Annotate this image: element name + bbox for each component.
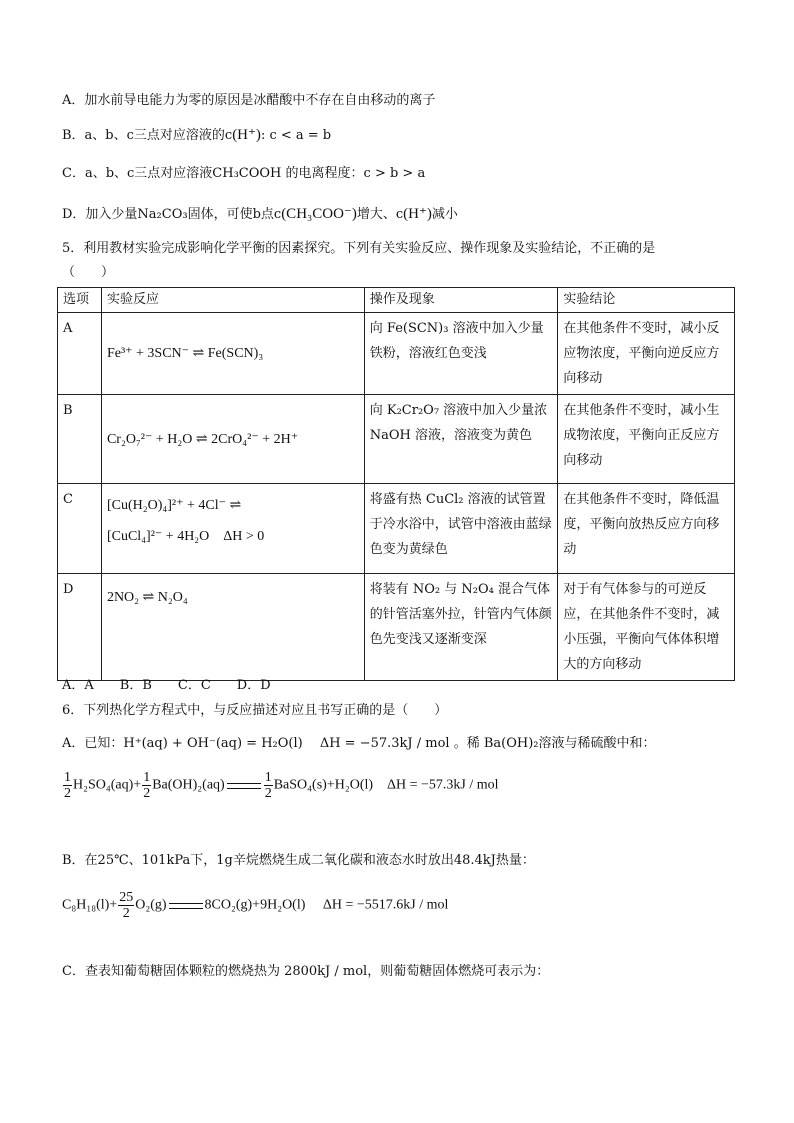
equals-bar (169, 903, 203, 909)
row-operation: 向 Fe(SCN)₃ 溶液中加入少量铁粉，溶液红色变浅 (364, 313, 558, 395)
table-row (58, 313, 735, 395)
row-conclusion: 在其他条件不变时，降低温度，平衡向放热反应方向移动 (558, 484, 735, 574)
equation-term: H₂SO₄(aq)+ (73, 777, 142, 793)
row-reaction (101, 395, 364, 484)
question-5-bracket: （ ） (62, 265, 115, 280)
option-b-relation: : c < a = b (260, 128, 332, 143)
fraction: $\frac{1}{2}$ (143, 770, 151, 801)
fraction: $\frac{1}{2}$ (64, 770, 71, 801)
row-reaction (101, 574, 364, 681)
option-c: C．a、b、c三点对应溶液CH₃COOH 的电离程度：c > b > a (62, 166, 426, 181)
row-reaction (101, 313, 364, 395)
option-b (62, 126, 331, 145)
table-row (58, 395, 735, 484)
option-d-ion-acetate: (CH₃COO⁻) (281, 206, 357, 222)
row-operation: 将盛有热 CuCl₂ 溶液的试管置于冷水浴中，试管中溶液由蓝绿色变为黄绿色 (364, 484, 558, 574)
row-conclusion: 在其他条件不变时，减小生成物浓度，平衡向正反应方向移动 (558, 395, 735, 484)
reaction-equation: Fe³⁺ + 3SCN⁻ ⇌ Fe(SCN)₃ (106, 346, 264, 361)
header-reaction: 实验反应 (101, 288, 364, 313)
fraction: $\frac{1}{2}$ (264, 770, 272, 801)
row-label: C (58, 484, 102, 574)
equals-bar (227, 783, 261, 789)
row-label: A (58, 313, 102, 395)
question-6-option-c: C．查表知葡萄糖固体颗粒的燃烧热为 2800kJ / mol，则葡萄糖固体燃烧可表示为： (62, 964, 550, 979)
option-b-ion: (H⁺) (232, 127, 261, 143)
option-b-prefix: B．a、b、c三点对应溶液的c (62, 128, 233, 143)
question-6-stem: 6．下列热化学方程式中，与反应描述对应且书写正确的是（ ） (62, 703, 448, 718)
option-d-middle: 增大、c (356, 207, 404, 222)
equation-term: BaSO₄(s)+H₂O(l) ΔH = −57.3kJ / mol (273, 777, 499, 793)
equation-term: C₈H₁₈(l)+ (62, 897, 118, 913)
row-label: D (58, 574, 102, 681)
option-a: A．加水前导电能力为零的原因是冰醋酸中不存在自由移动的离子 (62, 93, 436, 108)
reaction-equation: Cr₂O₇²⁻ + H₂O ⇌ 2CrO₄²⁻ + 2H⁺ (106, 431, 299, 447)
question-6-option-a: A．已知：H⁺(aq) + OH⁻(aq) = H₂O(l) ΔH = −57.3kJ / mol 。稀 Ba(OH)₂溶液与稀硫酸中和： (62, 736, 656, 751)
reaction-equation-line1: [Cu(H₂O)₄]²⁺ + 4Cl⁻ ⇌ (106, 498, 242, 513)
header-conclusion: 实验结论 (558, 288, 735, 313)
header-operation: 操作及现象 (364, 288, 558, 313)
option-d-prefix: D．加入少量Na₂CO₃固体，可使b点c (62, 207, 282, 222)
row-operation: 将装有 NO₂ 与 N₂O₄ 混合气体的针管活塞外拉，针管内气体颜色先变浅又逐渐变深 (364, 574, 558, 681)
question-6-option-b: B．在25℃、101kPa下，1g辛烷燃烧生成二氧化碳和液态水时放出48.4kJ热量： (62, 853, 535, 868)
equation-term: O₂(g) (135, 897, 167, 913)
table-row (58, 574, 735, 681)
reaction-equation-line2: [CuCl₄]²⁻ + 4H₂O ΔH > 0 (106, 529, 265, 544)
row-label: B (58, 395, 102, 484)
reaction-equation: 2NO₂ ⇌ N₂O₄ (106, 590, 188, 605)
row-reaction (101, 484, 364, 574)
question-5-choices: A．A B．B C．C D．D (62, 678, 271, 693)
option-d-suffix: 减小 (431, 207, 458, 222)
header-option: 选项 (58, 288, 102, 313)
row-conclusion: 对于有气体参与的可逆反应，在其他条件不变时，减小压强，平衡向气体体积增大的方向移动 (558, 574, 735, 681)
table-row (58, 484, 735, 574)
question-5-stem: 5．利用教材实验完成影响化学平衡的因素探究。下列有关实验反应、操作现象及实验结论，不正确的是 (62, 241, 656, 256)
row-operation: 向 K₂Cr₂O₇ 溶液中加入少量浓 NaOH 溶液，溶液变为黄色 (364, 395, 558, 484)
question-6-option-a-equation (62, 770, 499, 801)
equation-term: Ba(OH)₂(aq) (152, 777, 225, 793)
row-conclusion: 在其他条件不变时，减小反应物浓度，平衡向逆反应方向移动 (558, 313, 735, 395)
experiment-table (57, 287, 735, 681)
table-header-row (58, 288, 735, 313)
option-d-ion-h: (H⁺) (403, 206, 432, 222)
option-d (62, 205, 458, 224)
fraction: $\frac{25}{2}$ (119, 890, 134, 921)
equation-term: 8CO₂(g)+9H₂O(l) ΔH = −5517.6kJ / mol (204, 897, 449, 913)
question-6-option-b-equation (62, 890, 448, 921)
